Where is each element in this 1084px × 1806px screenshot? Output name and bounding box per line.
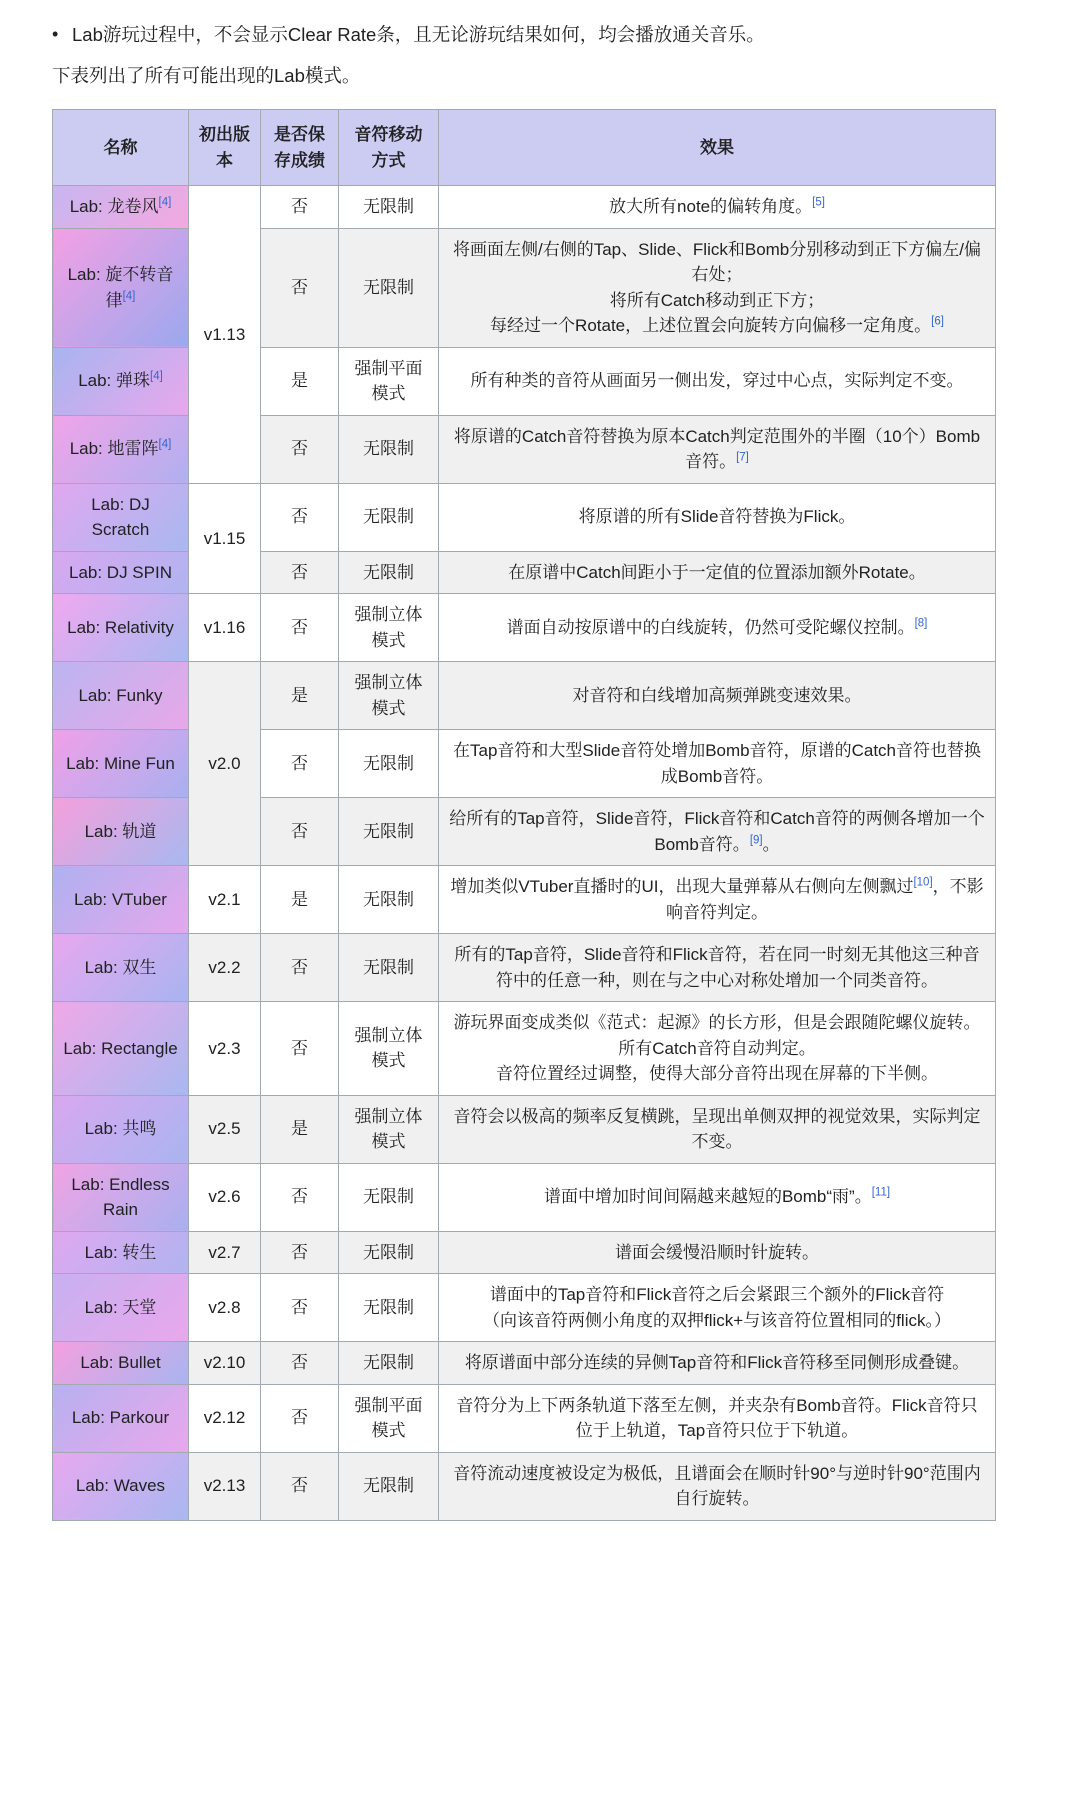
reference-link[interactable]: [7] [736,451,749,464]
version-cell: v2.7 [189,1231,261,1274]
reference-link[interactable]: [4] [122,289,136,302]
effect-cell [439,228,996,347]
effect-cell [439,1384,996,1452]
save-score-cell: 否 [261,415,339,483]
mode-name-cell [53,551,189,594]
mode-name-cell [53,866,189,934]
effect-cell [439,1452,996,1520]
effect-cell [439,1274,996,1342]
note-movement-cell: 无限制 [339,1452,439,1520]
save-score-cell: 否 [261,228,339,347]
mode-name: Lab: DJ Scratch [91,494,150,540]
note-movement-cell: 强制立体模式 [339,594,439,662]
effect-line: 所有的Tap音符，Slide音符和Flick音符，若在同一时刻无其他这三种音符中的任意一种，则在与之中心对称处增加一个同类音符。 [454,945,980,990]
mode-name: Lab: Endless Rain [71,1174,170,1220]
version-cell: v1.15 [189,483,261,594]
mode-name: Lab: Parkour [71,1408,170,1428]
effect-cell [439,1095,996,1163]
version-cell: v2.0 [189,662,261,866]
effect-line: 谱面中增加时间间隔越来越短的Bomb“雨”。[11] [543,1186,891,1207]
version-cell: v2.1 [189,866,261,934]
mode-name-cell [53,1274,189,1342]
save-score-cell: 是 [261,347,339,415]
reference-link[interactable]: [8] [914,617,928,630]
save-score-cell: 否 [261,934,339,1002]
note-movement-cell: 无限制 [339,551,439,594]
mode-name: Lab: Funky [78,685,163,705]
note-movement-cell: 无限制 [339,866,439,934]
mode-name-cell [53,934,189,1002]
save-score-cell: 否 [261,1384,339,1452]
effect-line: 音符分为上下两条轨道下落至左侧，并夹杂有Bomb音符。Flick音符只位于上轨道，Tap音符只位于下轨道。 [456,1395,978,1441]
note-movement-cell: 强制立体模式 [339,1095,439,1163]
save-score-cell: 是 [261,1095,339,1163]
table-row [53,1002,996,1096]
effect-line: 在原谱中Catch间距小于一定值的位置添加额外Rotate。 [508,562,926,582]
effect-cell [439,347,996,415]
mode-name-cell [53,1384,189,1452]
header-save: 是否保存成绩 [261,110,339,186]
note-movement-cell: 无限制 [339,483,439,551]
mode-name: Lab: 转生 [84,1242,157,1262]
mode-name-cell [53,415,189,483]
table-row [53,866,996,934]
lab-modes-table [52,109,996,1521]
save-score-cell: 否 [261,1342,339,1385]
mode-name: Lab: 共鸣 [84,1119,157,1139]
effect-cell [439,1002,996,1096]
mode-name-cell [53,662,189,730]
table-row [53,934,996,1002]
save-score-cell: 是 [261,866,339,934]
save-score-cell: 否 [261,798,339,866]
table-row [53,1384,996,1452]
effect-cell [439,1163,996,1231]
mode-name: Lab: 龙卷风 [69,197,159,217]
effect-cell [439,934,996,1002]
version-cell: v2.13 [189,1452,261,1520]
reference-link[interactable]: [9] [749,833,763,846]
mode-name-cell [53,1342,189,1385]
effect-line: 谱面中的Tap音符和Flick音符之后会紧跟三个额外的Flick音符 [489,1285,945,1305]
note-movement-cell: 无限制 [339,1274,439,1342]
header-name: 名称 [53,110,189,186]
save-score-cell: 是 [261,662,339,730]
effect-cell [439,415,996,483]
version-cell: v2.10 [189,1342,261,1385]
version-cell: v1.16 [189,594,261,662]
effect-line: 谱面自动按原谱中的白线旋转，仍然可受陀螺仪控制。[8] [506,617,928,637]
reference-link[interactable]: [4] [150,370,163,383]
save-score-cell: 否 [261,186,339,229]
version-cell: v2.5 [189,1095,261,1163]
table-row [53,1231,996,1274]
mode-name-cell [53,483,189,551]
intro-lead: 下表列出了所有可能出现的Lab模式。 [52,64,361,86]
effect-line: 所有种类的音符从画面另一侧出发，穿过中心点，实际判定不变。 [470,371,964,391]
table-row [53,186,996,229]
note-movement-cell: 强制立体模式 [339,1002,439,1096]
effect-line-tail: ，不影响音符判定。 [666,877,984,922]
header-move: 音符移动方式 [339,110,439,186]
mode-name: Lab: VTuber [74,889,167,909]
effect-line: 给所有的Tap音符，Slide音符，Flick音符和Catch音符的两侧各增加一个Bomb音符。[9]。 [449,809,985,854]
note-movement-cell: 强制立体模式 [339,662,439,730]
intro-bullet [52,20,1044,50]
save-score-cell: 否 [261,1002,339,1096]
reference-link[interactable]: [4] [158,438,172,451]
mode-name-cell [53,1002,189,1096]
effect-cell [439,594,996,662]
table-row [53,483,996,551]
effect-cell [439,798,996,866]
mode-name: Lab: 轨道 [84,821,157,841]
mode-name-cell [53,730,189,798]
effect-cell [439,866,996,934]
effect-line: 游玩界面变成类似《范式：起源》的长方形，但是会跟随陀螺仪旋转。所有Catch音符自动判定。 [453,1013,981,1058]
version-cell: v2.3 [189,1002,261,1096]
effect-line: 将原谱面中部分连续的异侧Tap音符和Flick音符移至同侧形成叠键。 [464,1353,970,1373]
version-cell: v2.6 [189,1163,261,1231]
version-cell: v1.13 [189,186,261,484]
effect-line: 在Tap音符和大型Slide音符处增加Bomb音符，原谱的Catch音符也替换成Bomb音符。 [452,741,982,786]
mode-name: Lab: Rectangle [63,1038,178,1058]
mode-name-cell [53,228,189,347]
mode-name: Lab: DJ SPIN [69,562,172,582]
effect-line: 将所有Catch移动到正下方； [609,290,825,310]
intro-bullet-text: Lab游玩过程中，不会显示Clear Rate条，且无论游玩结果如何，均会播放通关音乐。 [72,24,765,45]
effect-line: 将原谱的Catch音符替换为原本Catch判定范围外的半圈（10个）Bomb音符。[7] [453,426,981,472]
bullet-icon: • [52,24,59,44]
note-movement-cell: 无限制 [339,228,439,347]
mode-name: Lab: 旋不转音律 [67,265,174,310]
effect-cell [439,730,996,798]
effect-line: 每经过一个Rotate，上述位置会向旋转方向偏移一定角度。[6] [490,315,944,336]
reference-link[interactable]: [10] [913,876,933,889]
note-movement-cell: 强制平面模式 [339,347,439,415]
table-row [53,1452,996,1520]
mode-name: Lab: 弹珠 [78,371,150,391]
mode-name: Lab: Bullet [80,1353,161,1373]
version-cell: v2.8 [189,1274,261,1342]
mode-name: Lab: 地雷阵 [69,439,159,459]
mode-name: Lab: Mine Fun [66,753,175,773]
mode-name: Lab: Relativity [67,617,174,637]
version-cell: v2.12 [189,1384,261,1452]
mode-name-cell [53,1231,189,1274]
effect-line-tail: 。 [762,834,780,854]
reference-link[interactable]: [5] [812,196,825,209]
table-row [53,1342,996,1385]
effect-line: 谱面会缓慢沿顺时针旋转。 [615,1242,819,1262]
effect-line: 放大所有note的偏转角度。[5] [609,196,825,217]
note-movement-cell: 无限制 [339,1163,439,1231]
effect-line: 音符位置经过调整，使得大部分音符出现在屏幕的下半侧。 [496,1064,938,1084]
save-score-cell: 否 [261,551,339,594]
mode-name-cell [53,347,189,415]
effect-line: 将画面左侧/右侧的Tap、Slide、Flick和Bomb分别移动到正下方偏左/偏右处； [452,239,981,285]
effect-line: （向该音符两侧小角度的双押flick+与该音符位置相同的flick。） [483,1310,951,1330]
effect-cell [439,483,996,551]
table-body [53,186,996,1521]
save-score-cell: 否 [261,1274,339,1342]
mode-name-cell [53,186,189,229]
version-cell: v2.2 [189,934,261,1002]
effect-line: 音符流动速度被设定为极低，且谱面会在顺时针90°与逆时针90°范围内自行旋转。 [453,1463,981,1509]
effect-line: 音符会以极高的频率反复横跳，呈现出单侧双押的视觉效果，实际判定不变。 [453,1106,981,1152]
mode-name-cell [53,1452,189,1520]
note-movement-cell: 无限制 [339,415,439,483]
effect-cell [439,662,996,730]
mode-name: Lab: 双生 [84,957,157,977]
effect-cell [439,186,996,229]
header-effect: 效果 [439,110,996,186]
effect-cell [439,1231,996,1274]
note-movement-cell: 无限制 [339,1231,439,1274]
save-score-cell: 否 [261,1231,339,1274]
table-header-row [53,110,996,186]
reference-link[interactable]: [4] [158,196,172,209]
reference-link[interactable]: [6] [931,315,944,328]
effect-line: 增加类似VTuber直播时的UI，出现大量弹幕从右侧向左侧飘过[10]，不影响音符判定。 [450,876,984,922]
header-version: 初出版本 [189,110,261,186]
table-row [53,1274,996,1342]
effect-cell [439,551,996,594]
save-score-cell: 否 [261,1452,339,1520]
note-movement-cell: 无限制 [339,1342,439,1385]
note-movement-cell: 无限制 [339,730,439,798]
save-score-cell: 否 [261,1163,339,1231]
note-movement-cell: 无限制 [339,798,439,866]
note-movement-cell: 强制平面模式 [339,1384,439,1452]
note-movement-cell: 无限制 [339,934,439,1002]
table-row [53,594,996,662]
table-row [53,1095,996,1163]
mode-name-cell [53,1095,189,1163]
table-row [53,662,996,730]
table-row [53,1163,996,1231]
mode-name-cell [53,798,189,866]
save-score-cell: 否 [261,594,339,662]
note-movement-cell: 无限制 [339,186,439,229]
effect-line: 对音符和白线增加高频弹跳变速效果。 [572,685,862,705]
mode-name-cell [53,594,189,662]
reference-link[interactable]: [11] [871,1186,891,1199]
effect-cell [439,1342,996,1385]
mode-name-cell [53,1163,189,1231]
mode-name: Lab: Waves [75,1476,166,1496]
save-score-cell: 否 [261,730,339,798]
save-score-cell: 否 [261,483,339,551]
mode-name: Lab: 天堂 [84,1297,157,1317]
effect-line: 将原谱的所有Slide音符替换为Flick。 [578,507,856,527]
